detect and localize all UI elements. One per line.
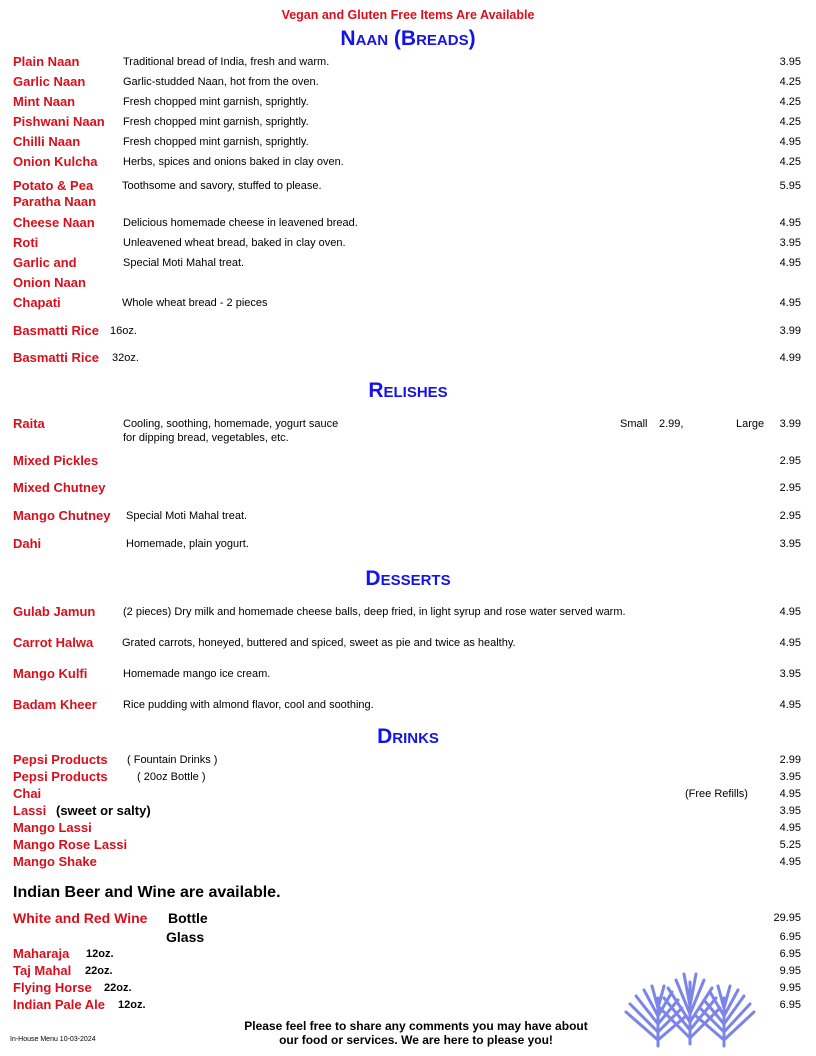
item-name: Carrot Halwa (13, 635, 94, 650)
item-name: Chilli Naan (13, 134, 81, 149)
item-price: 3.95 (779, 668, 801, 680)
item-description: ( 20oz Bottle ) (137, 771, 206, 783)
menu-date: In-House Menu 10-03-2024 (10, 1036, 96, 1043)
item-price: 2.95 (779, 510, 801, 522)
item-price: 4.95 (779, 136, 801, 148)
item-description: Special Moti Mahal treat. (126, 510, 248, 522)
item-price: 4.95 (779, 217, 801, 229)
item-price: 9.95 (779, 965, 801, 977)
item-description: Fresh chopped mint garnish, sprightly. (123, 96, 309, 108)
footer-line-1: Please feel free to share any comments you may have about (244, 1019, 588, 1033)
item-name: Roti (13, 235, 39, 250)
item-price: 3.95 (779, 805, 801, 817)
item-price: 5.95 (779, 180, 801, 192)
item-price: 2.99 (779, 754, 801, 766)
item-name: Chapati (13, 295, 61, 310)
item-description: (2 pieces) Dry milk and homemade cheese balls, deep fried, in light syrup and rose water served warm. (123, 606, 626, 618)
item-name-line2: Paratha Naan (13, 194, 97, 209)
item-name: Raita (13, 416, 45, 431)
item-description: Homemade, plain yogurt. (126, 538, 249, 550)
item-description: Cooling, soothing, homemade, yogurt sauce (123, 418, 339, 430)
item-name: Gulab Jamun (13, 604, 96, 619)
item-price: 4.95 (779, 788, 801, 800)
item-description: Rice pudding with almond flavor, cool and soothing. (123, 699, 374, 711)
item-name: Mango Rose Lassi (13, 837, 128, 852)
item-name: Mango Shake (13, 854, 97, 869)
item-name: Pepsi Products (13, 752, 108, 767)
item-name: Mango Kulfi (13, 666, 88, 681)
item-name: Plain Naan (13, 54, 80, 69)
lotus-leaf-logo (620, 968, 760, 1050)
item-price: 4.99 (779, 352, 801, 364)
item-description: Toothsome and savory, stuffed to please. (122, 180, 322, 192)
item-description-line2: for dipping bread, vegetables, etc. (123, 432, 289, 444)
item-price: 5.25 (779, 839, 801, 851)
item-description: Herbs, spices and onions baked in clay oven. (123, 156, 344, 168)
item-description: 16oz. (110, 325, 137, 337)
item-price: 3.95 (779, 538, 801, 550)
item-price: 4.95 (779, 297, 801, 309)
item-price: 4.25 (779, 96, 801, 108)
large-size-label: Large (736, 418, 765, 430)
item-price: 6.95 (779, 948, 801, 960)
item-name: Mango Lassi (13, 820, 92, 835)
bottle-price: 29.95 (773, 912, 801, 924)
section-heading-relishes: Relishes (368, 379, 448, 402)
item-price: 4.25 (779, 76, 801, 88)
beer-wine-heading: Indian Beer and Wine are available. (13, 884, 281, 901)
item-description: ( Fountain Drinks ) (127, 754, 218, 766)
item-name: Onion Kulcha (13, 154, 98, 169)
item-description: Homemade mango ice cream. (123, 668, 271, 680)
item-price: 2.95 (779, 482, 801, 494)
glass-label: Glass (166, 929, 205, 945)
small-size-label: Small (620, 418, 648, 430)
item-description: Special Moti Mahal treat. (123, 257, 245, 269)
item-name: Taj Mahal (13, 963, 72, 978)
section-heading-drinks: Drinks (377, 725, 439, 748)
item-price: 3.95 (779, 771, 801, 783)
item-name: Mixed Chutney (13, 480, 106, 495)
item-name: Basmatti Rice (13, 323, 99, 338)
item-variant: (sweet or salty) (56, 803, 151, 818)
item-name: Badam Kheer (13, 697, 97, 712)
item-name: Chai (13, 786, 42, 801)
small-size-price: 2.99, (659, 418, 684, 430)
item-price: 3.99 (779, 418, 801, 430)
item-name: Garlic and (13, 255, 77, 270)
item-price: 4.95 (779, 699, 801, 711)
item-name: Mixed Pickles (13, 453, 99, 468)
item-name: Lassi (13, 803, 47, 818)
item-description: Garlic-studded Naan, hot from the oven. (123, 76, 319, 88)
item-description: Grated carrots, honeyed, buttered and spiced, sweet as pie and twice as healthy. (122, 637, 516, 649)
item-name: Pepsi Products (13, 769, 108, 784)
item-description: Unleavened wheat bread, baked in clay oven. (123, 237, 346, 249)
item-description: Delicious homemade cheese in leavened bread. (123, 217, 358, 229)
item-price: 3.95 (779, 56, 801, 68)
item-name: Flying Horse (13, 980, 92, 995)
item-size: 22oz. (85, 965, 113, 977)
item-price: 2.95 (779, 455, 801, 467)
item-price: 9.95 (779, 982, 801, 994)
item-price: 4.95 (779, 257, 801, 269)
item-name: White and Red Wine (13, 910, 148, 926)
section-heading-desserts: Desserts (365, 567, 451, 590)
item-price: 4.95 (779, 606, 801, 618)
item-name: Garlic Naan (13, 74, 86, 89)
item-name: Dahi (13, 536, 42, 551)
item-price: 4.95 (779, 856, 801, 868)
item-price: 3.99 (779, 325, 801, 337)
glass-price: 6.95 (779, 931, 801, 943)
item-size: 12oz. (86, 948, 114, 960)
item-price: 4.25 (779, 116, 801, 128)
leaf-right-icon (696, 986, 754, 1046)
footer-line-2: our food or services. We are here to please you! (279, 1033, 553, 1047)
item-description: 32oz. (112, 352, 139, 364)
top-note: Vegan and Gluten Free Items Are Available (281, 8, 535, 22)
refill-note: (Free Refills) (685, 788, 748, 800)
item-name: Mango Chutney (13, 508, 111, 523)
item-name: Maharaja (13, 946, 70, 961)
item-description: Fresh chopped mint garnish, sprightly. (123, 136, 309, 148)
item-name: Pishwani Naan (13, 114, 105, 129)
item-name-line2: Onion Naan (13, 275, 86, 290)
item-name: Indian Pale Ale (13, 997, 105, 1012)
item-name: Basmatti Rice (13, 350, 99, 365)
item-name: Potato & Pea (13, 178, 94, 193)
item-description: Fresh chopped mint garnish, sprightly. (123, 116, 309, 128)
item-name: Mint Naan (13, 94, 76, 109)
item-description: Traditional bread of India, fresh and warm. (123, 56, 330, 68)
item-size: 12oz. (118, 999, 146, 1011)
item-description: Whole wheat bread - 2 pieces (122, 297, 268, 309)
item-price: 3.95 (779, 237, 801, 249)
item-name: Cheese Naan (13, 215, 95, 230)
item-price: 4.95 (779, 637, 801, 649)
item-size: 22oz. (104, 982, 132, 994)
section-heading-naan: Naan (Breads) (340, 27, 476, 50)
item-price: 4.25 (779, 156, 801, 168)
item-price: 4.95 (779, 822, 801, 834)
bottle-label: Bottle (168, 910, 208, 926)
item-price: 6.95 (779, 999, 801, 1011)
